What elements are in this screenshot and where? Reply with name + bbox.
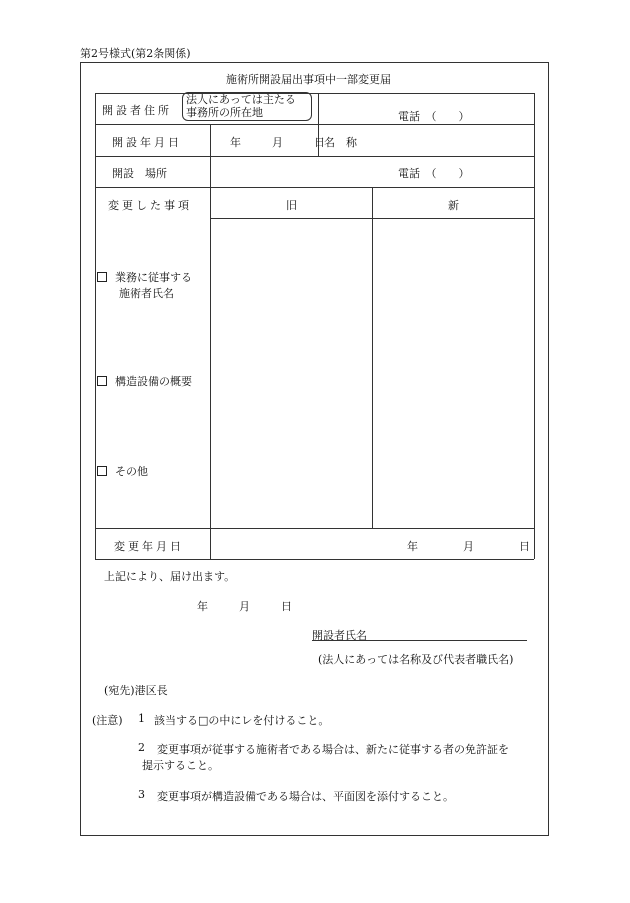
submission-date: 年 月 日 — [197, 600, 295, 613]
row-line-5 — [95, 528, 534, 529]
address-note-line2: 事務所の所在地 — [186, 106, 263, 119]
signature-line — [312, 640, 527, 641]
item-worker-line1: 業務に従事する — [115, 271, 192, 284]
change-date-value: 年 月 日 — [407, 540, 533, 553]
item-worker-name[interactable] — [97, 269, 192, 285]
open-date-value: 年 月 日 — [230, 136, 328, 149]
note-3-number: 3 — [138, 788, 145, 801]
form-number: 第2号様式(第2条関係) — [80, 47, 191, 60]
note-2-line2: 提示すること。 — [142, 759, 219, 772]
row-line-1 — [95, 124, 534, 125]
label-column-line — [210, 124, 211, 559]
founder-name-label: 開設者氏名 — [312, 629, 367, 642]
phone-field-2: 電話 （ ） — [398, 167, 470, 180]
checkbox-icon[interactable] — [97, 272, 107, 282]
note-2-number: 2 — [138, 741, 145, 754]
table-left-line — [95, 93, 96, 559]
item-other-label: その他 — [115, 465, 148, 478]
new-column-header: 新 — [448, 199, 459, 212]
checkbox-icon[interactable] — [97, 466, 107, 476]
open-date-label: 開設年月日 — [112, 136, 182, 149]
form-title: 施術所開設届出事項中一部変更届 — [226, 73, 391, 86]
name-label: 名 称 — [324, 136, 357, 149]
change-date-label: 変更年月日 — [114, 540, 184, 553]
addressee: (宛先)港区長 — [104, 684, 168, 697]
phone-field-1: 電話 （ ） — [398, 110, 470, 123]
table-bottom-line — [95, 559, 534, 560]
item-structure[interactable] — [97, 373, 192, 389]
old-new-divider — [372, 187, 373, 528]
note-1-number: 1 — [138, 712, 145, 725]
submission-statement: 上記により、届け出ます。 — [104, 570, 236, 583]
notes-header: (注意) — [92, 714, 123, 727]
row-line-2 — [95, 156, 534, 157]
note-2-line1: 変更事項が従事する施術者である場合は、新たに従事する者の免許証を — [157, 743, 509, 756]
item-worker-line2: 施術者氏名 — [119, 287, 174, 300]
address-note-box — [182, 92, 312, 121]
address-note-line1: 法人にあっては主たる — [186, 93, 296, 106]
table-right-line — [534, 93, 535, 559]
address-label: 開設者住所 — [102, 104, 172, 117]
founder-name-note: (法人にあっては名称及び代表者職氏名) — [318, 653, 514, 666]
item-structure-label: 構造設備の概要 — [115, 375, 192, 388]
note-1-text: 該当する□の中にレを付けること。 — [154, 714, 330, 727]
checkbox-icon[interactable] — [97, 376, 107, 386]
old-column-header: 旧 — [286, 199, 297, 212]
table-top-line — [95, 93, 534, 94]
changed-items-label: 変更した事項 — [108, 199, 192, 212]
note-3-text: 変更事項が構造設備である場合は、平面図を添付すること。 — [157, 790, 454, 803]
item-other[interactable] — [97, 463, 148, 479]
row-line-3 — [95, 187, 534, 188]
address-note-divider — [318, 93, 319, 124]
location-label: 開設 場所 — [112, 167, 167, 180]
